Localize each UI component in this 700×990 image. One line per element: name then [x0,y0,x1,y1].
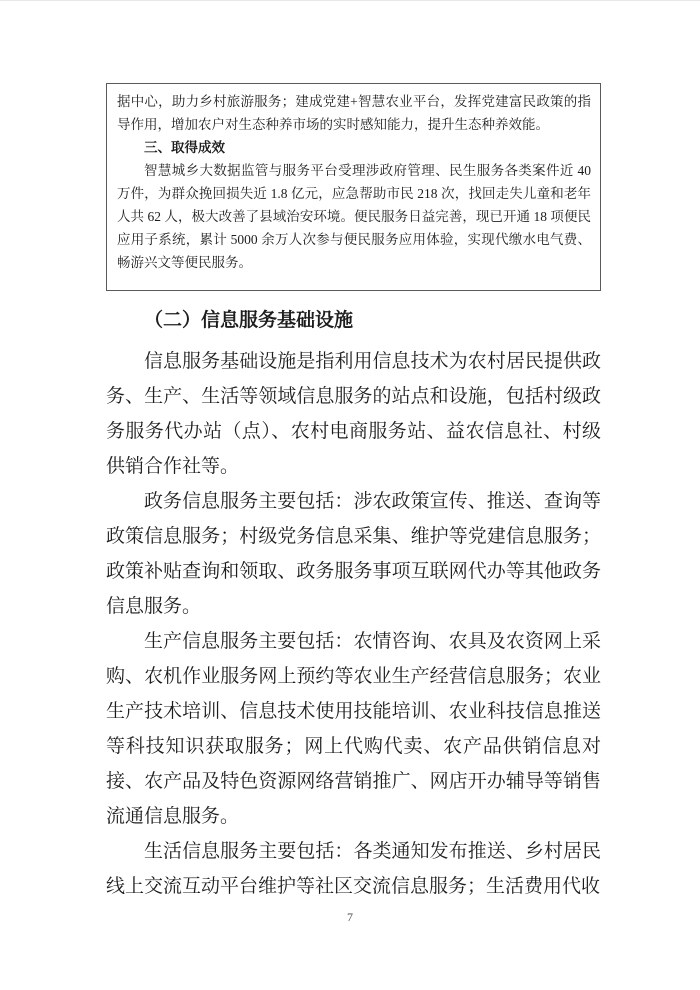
section-body [106,344,601,904]
callout-box [106,83,601,291]
page-top-edge [0,0,700,1]
body-paragraph-government-services: 政务信息服务主要包括：涉农政策宣传、推送、查询等政策信息服务；村级党务信息采集、维护等党建信息服务；政策补贴查询和领取、政务服务事项互联网代办等其他政务信息服务。 [106,491,601,617]
body-paragraph-overview: 信息服务基础设施是指利用信息技术为农村居民提供政务、生产、生活等领域信息服务的站点和设施，包括村级政务服务代办站（点）、农村电商服务站、益农信息社、村级供销合作社等。 [106,351,601,477]
body-paragraph-life-services: 生活信息服务主要包括：各类通知发布推送、乡村居民线上交流互动平台维护等社区交流信息服务；生活费用代收 [106,841,601,897]
callout-paragraph-continuation: 据中心，助力乡村旅游服务；建成党建+智慧农业平台，发挥党建富民政策的指导作用，增加农户对生态种养市场的实时感知能力，提升生态种养效能。 [117,94,591,132]
callout-heading: 三、取得成效 [144,140,225,155]
body-paragraph-production-services: 生产信息服务主要包括：农情咨询、农具及农资网上采购、农机作业服务网上预约等农业生产经营信息服务；农业生产技术培训、信息技术使用技能培训、农业科技信息推送等科技知识获取服务；网上代购代卖、农产品供销信息对接、农产品及特色资源网络营销推广、网店开办辅导等销售流通信息服务。 [106,631,601,827]
callout-paragraph-achievements: 智慧城乡大数据监管与服务平台受理涉政府管理、民生服务各类案件近 40 万件，为群众挽回损失近 1.8 亿元，应急帮助市民 218 次，找回走失儿童和老年人共 62 人，极大改善了县域治安环境。便民服务日益完善，现已开通 18 项便民应用子系统，累计 5000 余万人次参与便民服务应用体验，实现代缴水电气费、畅游兴文等便民服务。 [117,163,591,270]
page-number: 7 [347,910,353,924]
section-heading: （二）信息服务基础设施 [144,310,354,331]
